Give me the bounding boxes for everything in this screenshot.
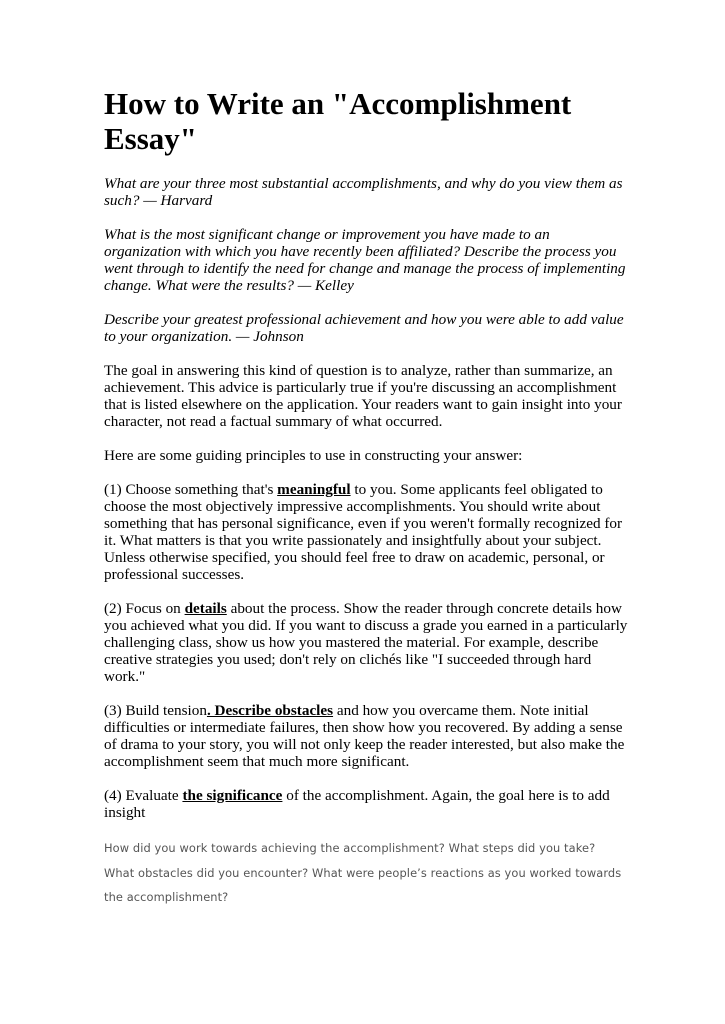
principle-4-pre: (4) Evaluate	[104, 787, 183, 804]
principle-3-highlight: . Describe obstacles	[206, 702, 334, 719]
principle-1-post: to you. Some applicants feel obligated to choose the most objectively impressive accomplishments. You should write about something that has personal significance, even if you weren't formally recognized for it. What matters is that you write passionately and insightfully about your subject. Unless otherwise specified, you should feel free to draw on academic, personal, or professional successes.	[104, 481, 623, 583]
principle-2-highlight: details	[184, 600, 227, 617]
followup-questions: How did you work towards achieving the accomplishment? What steps did you take? What obstacles did you encounter? What were people’s reactions as you worked towards the accomplishment?	[104, 841, 622, 904]
principle-2-pre: (2) Focus on	[104, 600, 185, 617]
principle-2-post: about the process. Show the reader through concrete details how you achieved what you did. If you want to discuss a grade you earned in a particularly challenging class, show us how you mastered the material. For example, describe creative strategies you used; don't rely on clichés like "I succeeded through hard work."	[104, 600, 628, 685]
prompt-harvard: What are your three most substantial accomplishments, and why do you view them as such? — Harvard	[104, 175, 623, 209]
principle-1-pre: (1) Choose something that's	[104, 481, 278, 498]
principle-3-pre: (3) Build tension	[104, 702, 207, 719]
principle-4	[104, 787, 629, 821]
prompt-johnson: Describe your greatest professional achievement and how you were able to add value to your organization. — Johnson	[104, 311, 624, 345]
principle-1	[104, 481, 629, 583]
principle-1-highlight: meaningful	[277, 481, 351, 498]
guide-intro-paragraph: Here are some guiding principles to use in constructing your answer:	[104, 447, 523, 464]
prompt-kelley: What is the most significant change or improvement you have made to an organization with which you have recently been affiliated? Describe the process you went through to identify the need for change and manage the process of implementing change. What were the results? — Kelley	[104, 226, 626, 294]
principle-3	[104, 702, 629, 770]
principle-2	[104, 600, 629, 685]
page-title: How to Write an "Accomplishment Essay"	[104, 86, 572, 156]
principle-4-post: of the accomplishment. Again, the goal here is to add insight	[104, 787, 610, 821]
principle-4-highlight: the significance	[182, 787, 283, 804]
document-page	[104, 86, 629, 910]
principle-3-post: and how you overcame them. Note initial difficulties or intermediate failures, then show how you recovered. By adding a sense of drama to your story, you will not only keep the reader interested, but also make the accomplishment seem that much more significant.	[104, 702, 625, 770]
intro-paragraph: The goal in answering this kind of question is to analyze, rather than summarize, an achievement. This advice is particularly true if you're discussing an accomplishment that is listed elsewhere on the application. Your readers want to gain insight into your character, not read a factual summary of what occurred.	[104, 362, 622, 430]
